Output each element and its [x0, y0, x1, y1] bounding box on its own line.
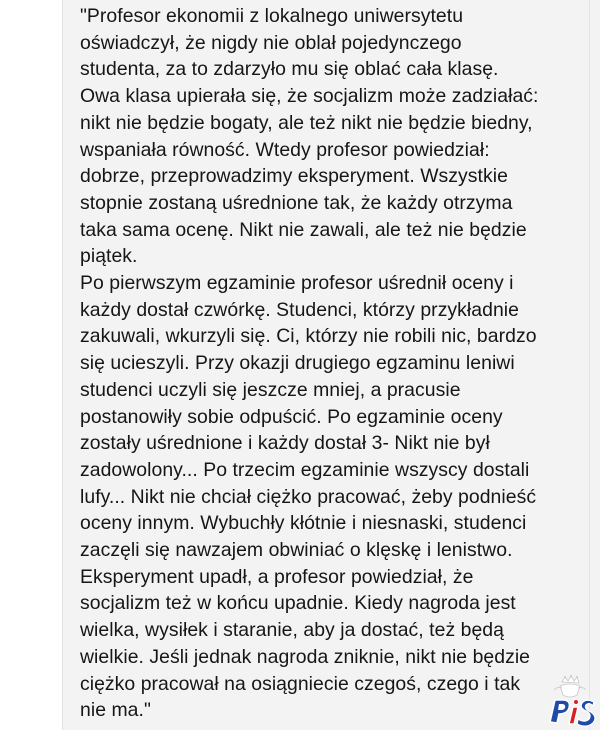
text-line: Eksperyment upadł, a profesor powiedział, że: [80, 565, 474, 588]
text-line: stopnie zostaną uśrednione tak, że każdy otrzyma: [80, 191, 513, 214]
text-line: zakuwali, wkurzyli się. Ci, którzy nie robili nic, bardzo: [80, 325, 537, 348]
text-line: nikt nie będzie bogaty, ale też nikt nie będzie biedny,: [80, 111, 533, 134]
text-line: wielka, wysiłek i staranie, aby ja dostać, też będą: [80, 619, 504, 642]
text-line: zadowolony... Po trzecim egzaminie wszyscy dostali: [80, 458, 530, 481]
text-line: "Profesor ekonomii z lokalnego uniwersytetu: [80, 5, 464, 27]
post-text: [80, 3, 600, 724]
text-line: studenci uczyli się jeszcze mniej, a pracusie: [80, 378, 461, 401]
text-line: lufy... Nikt nie chciał ciężko pracować, żeby podnieść: [80, 485, 537, 508]
text-line: piątek.: [80, 245, 138, 268]
eagle-crown-icon: [554, 675, 586, 697]
pis-logo-icon: [546, 674, 600, 730]
text-line: oświadczył, że nigdy nie oblał pojedynczego: [80, 31, 462, 54]
pis-letters: [550, 699, 595, 726]
text-line: się ucieszyli. Przy okazji drugiego egzaminu leniwi: [80, 352, 515, 375]
pis-logo-watermark: [546, 674, 600, 730]
text-line: nie ma.": [80, 699, 151, 722]
text-line: wspaniała równość. Wtedy profesor powiedział:: [80, 138, 490, 161]
text-line: wielkie. Jeśli jednak nagroda zniknie, nikt nie będzie: [80, 645, 531, 668]
text-line: oceny innym. Wybuchły kłótnie i niesnaski, studenci: [80, 512, 527, 535]
text-line: socjalizm też w końcu upadnie. Kiedy nagroda jest: [80, 592, 516, 615]
text-line: Owa klasa upierała się, że socjalizm może zadziałać:: [80, 85, 539, 108]
text-line: ciężko pracował na osiągniecie czegoś, czego i tak: [80, 672, 521, 695]
text-line: Po pierwszym egzaminie profesor uśrednił oceny i: [80, 272, 514, 295]
text-line: dobrze, przeprowadzimy eksperyment. Wszystkie: [80, 165, 508, 188]
text-line: taka sama ocenę. Nikt nie zawali, ale też nie będzie: [80, 218, 527, 241]
text-line: studenta, za to zdarzyło mu się oblać cała klasę.: [80, 58, 499, 81]
text-line: zaczęli się nawzajem obwiniać o klęskę i lenistwo.: [80, 539, 513, 562]
text-line: postanowiły sobie odpuścić. Po egzaminie oceny: [80, 405, 503, 428]
text-line: zostały uśrednione i każdy dostał 3- Nikt nie był: [80, 432, 490, 455]
text-line: każdy dostał czwórkę. Studenci, którzy przykładnie: [80, 298, 519, 321]
